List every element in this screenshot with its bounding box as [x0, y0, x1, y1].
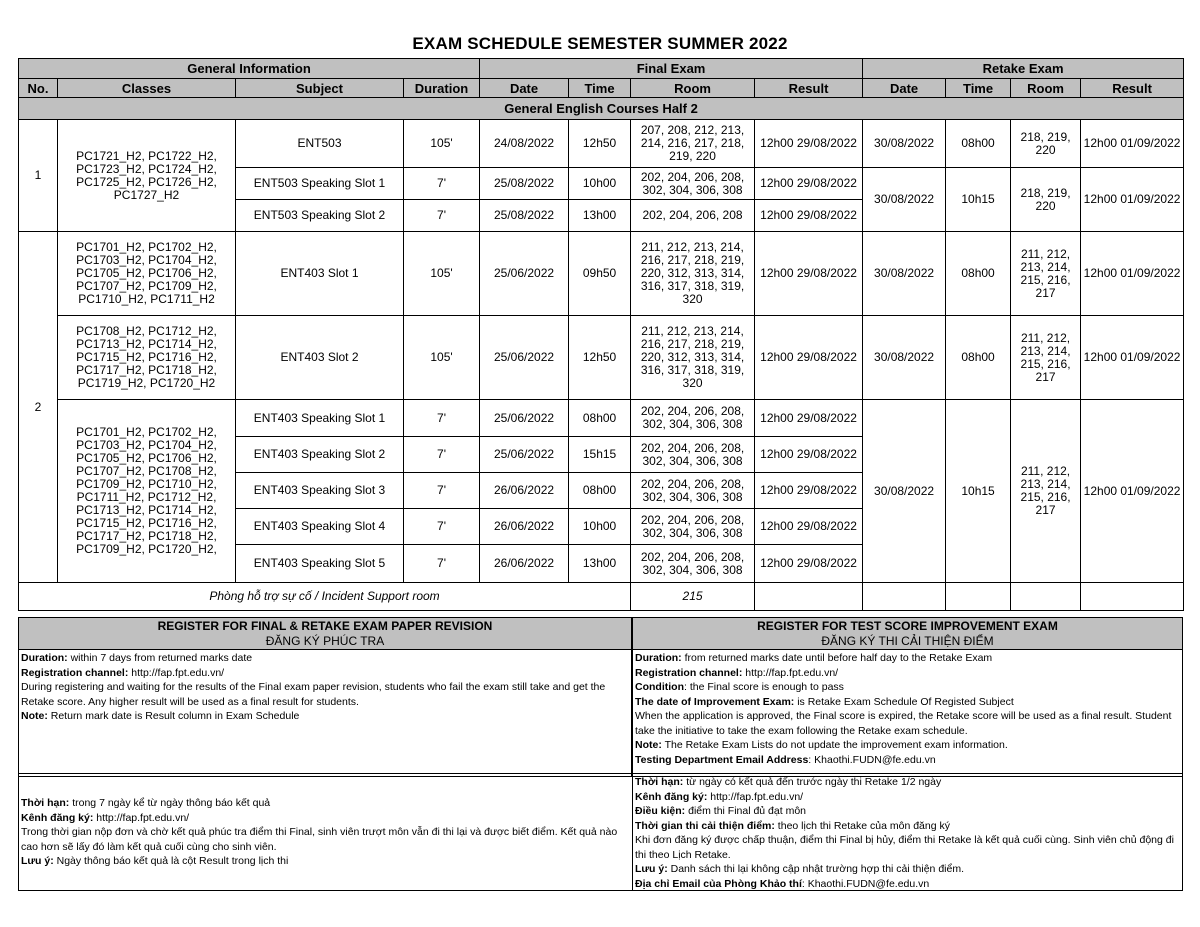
date-cell: 24/08/2022 [480, 120, 569, 168]
subject-cell: ENT503 Speaking Slot 1 [236, 168, 404, 200]
retake-date-cell: 30/08/2022 [863, 120, 946, 168]
subject-cell: ENT403 Speaking Slot 1 [236, 400, 404, 437]
retake-time-cell: 10h15 [946, 168, 1011, 232]
register-revision-body [19, 650, 631, 725]
register-improvement-panel [632, 617, 1183, 777]
col-date: Date [480, 79, 569, 98]
duration-cell: 7' [404, 437, 480, 473]
class-list: PC1721_H2, PC1722_H2, PC1723_H2, PC1724_H2, PC1725_H2, PC1726_H2, PC1727_H2 [58, 120, 236, 232]
subject-cell: ENT403 Speaking Slot 5 [236, 545, 404, 583]
section-row [19, 98, 1184, 120]
room-cell: 202, 204, 206, 208, 302, 304, 306, 308 [631, 509, 755, 545]
vi-email-line: Địa chỉ Email của Phòng Khảo thí: Khaothi.FUDN@fe.edu.vn [635, 877, 930, 890]
vi-improvement-paragraph: Khi đơn đăng ký được chấp thuận, điểm thi Final bị hủy, điểm thi Retake là kết quả cuối cùng. Sinh viên chủ động đi thi theo Lịch Retake. [635, 834, 1174, 861]
duration-cell: 7' [404, 168, 480, 200]
empty-cell [863, 583, 946, 611]
retake-room-cell: 211, 212, 213, 214, 215, 216, 217 [1011, 232, 1081, 316]
date-cell: 25/08/2022 [480, 168, 569, 200]
subject-cell: ENT403 Slot 1 [236, 232, 404, 316]
time-cell: 09h50 [569, 232, 631, 316]
register-revision-title: REGISTER FOR FINAL & RETAKE EXAM PAPER REVISION [157, 619, 493, 633]
result-cell: 12h00 29/08/2022 [755, 400, 863, 437]
date-cell: 25/06/2022 [480, 316, 569, 400]
group-header-row [19, 59, 1184, 79]
duration-line: Duration: from returned marks date until before half day to the Retake Exam [635, 652, 993, 664]
empty-cell [1011, 583, 1081, 611]
duration-line: Duration: within 7 days from returned marks date [21, 652, 253, 664]
column-header-row [19, 79, 1184, 98]
subject-cell: ENT503 [236, 120, 404, 168]
general-info-header: General Information [19, 59, 480, 79]
room-cell: 207, 208, 212, 213, 214, 216, 217, 218, 219, 220 [631, 120, 755, 168]
register-improvement-header [633, 617, 1182, 650]
date-cell: 25/06/2022 [480, 400, 569, 437]
vi-time-line: Thời gian thi cải thiện điểm: theo lịch thi Retake của môn đăng ký [635, 819, 950, 832]
class-list: PC1708_H2, PC1712_H2, PC1713_H2, PC1714_H2, PC1715_H2, PC1716_H2, PC1717_H2, PC1718_H2, PC1719_H2, PC1720_H2 [58, 316, 236, 400]
date-cell: 25/06/2022 [480, 232, 569, 316]
retake-result-cell: 12h00 01/09/2022 [1081, 316, 1184, 400]
support-label: Phòng hỗ trợ sự cố / Incident Support room [19, 583, 631, 611]
date-cell: 25/08/2022 [480, 200, 569, 232]
support-room: 215 [631, 583, 755, 611]
empty-cell [1081, 583, 1184, 611]
time-cell: 12h50 [569, 120, 631, 168]
result-cell: 12h00 29/08/2022 [755, 509, 863, 545]
improvement-date-line: The date of Improvement Exam: is Retake Exam Schedule Of Registed Subject [635, 695, 1014, 708]
retake-room-cell: 211, 212, 213, 214, 215, 216, 217 [1011, 400, 1081, 583]
support-row [19, 583, 1184, 611]
subject-cell: ENT403 Speaking Slot 2 [236, 437, 404, 473]
room-cell: 202, 204, 206, 208, 302, 304, 306, 308 [631, 168, 755, 200]
retake-time-cell: 08h00 [946, 316, 1011, 400]
retake-result-cell: 12h00 01/09/2022 [1081, 168, 1184, 232]
time-cell: 15h15 [569, 437, 631, 473]
retake-result-cell: 12h00 01/09/2022 [1081, 232, 1184, 316]
final-exam-header: Final Exam [480, 59, 863, 79]
revision-paragraph: During registering and waiting for the results of the Final exam paper revision, students who fail the exam still take and get the Retake score. Any higher result will be used as a final result for students. [21, 681, 606, 708]
room-cell: 202, 204, 206, 208 [631, 200, 755, 232]
condition-line: Condition: the Final score is enough to pass [635, 681, 844, 693]
row-number: 2 [19, 232, 58, 583]
room-cell: 202, 204, 206, 208, 302, 304, 306, 308 [631, 545, 755, 583]
vi-revision-paragraph: Trong thời gian nộp đơn và chờ kết quả phúc tra điểm thi Final, sinh viên trượt môn vẫn đi thi lại và được biết điểm. Kết quả nào cao hơn sẽ lấy đó làm kết quả cuối cùng cho sinh viên. [21, 826, 618, 853]
duration-cell: 7' [404, 545, 480, 583]
time-cell: 10h00 [569, 509, 631, 545]
duration-cell: 7' [404, 400, 480, 437]
vi-note-line: Lưu ý: Ngày thông báo kết quả là cột Result trong lịch thi [21, 855, 289, 867]
table-row [19, 232, 1184, 316]
retake-result-cell: 12h00 01/09/2022 [1081, 120, 1184, 168]
improvement-paragraph: When the application is approved, the Final score is expired, the Retake score will be used as a final result. Student take the initiative to take the exam following the Retake exam schedule. [635, 710, 1172, 737]
class-list: PC1701_H2, PC1702_H2, PC1703_H2, PC1704_H2, PC1705_H2, PC1706_H2, PC1707_H2, PC1709_H2, PC1710_H2, PC1711_H2 [58, 232, 236, 316]
register-improvement-title-vi: ĐĂNG KÝ THI CẢI THIỆN ĐIỂM [821, 634, 994, 648]
retake-room-cell: 218, 219, 220 [1011, 120, 1081, 168]
retake-time-cell: 10h15 [946, 400, 1011, 583]
col-subject: Subject [236, 79, 404, 98]
col-duration: Duration [404, 79, 480, 98]
table-row [19, 120, 1184, 168]
retake-time-cell: 08h00 [946, 120, 1011, 168]
col-retake-time: Time [946, 79, 1011, 98]
room-cell: 202, 204, 206, 208, 302, 304, 306, 308 [631, 400, 755, 437]
duration-cell: 7' [404, 509, 480, 545]
col-time: Time [569, 79, 631, 98]
retake-room-cell: 211, 212, 213, 214, 215, 216, 217 [1011, 316, 1081, 400]
duration-cell: 105' [404, 232, 480, 316]
result-cell: 12h00 29/08/2022 [755, 545, 863, 583]
schedule-table [18, 58, 1184, 611]
register-revision-title-vi: ĐĂNG KÝ PHÚC TRA [265, 634, 385, 648]
retake-exam-header: Retake Exam [863, 59, 1184, 79]
class-list: PC1701_H2, PC1702_H2, PC1703_H2, PC1704_H2, PC1705_H2, PC1706_H2, PC1707_H2, PC1708_H2, PC1709_H2, PC1710_H2, PC1711_H2, PC1712_H2, PC1713_H2, PC1714_H2, PC1715_H2, PC1716_H2, PC1717_H2, PC1718_H2, PC1709_H2, PC1720_H2, [58, 400, 236, 583]
result-cell: 12h00 29/08/2022 [755, 200, 863, 232]
vi-channel-line: Kênh đăng ký: http://fap.fpt.edu.vn/ [635, 790, 804, 803]
room-cell: 202, 204, 206, 208, 302, 304, 306, 308 [631, 473, 755, 509]
vietnamese-revision-panel [18, 773, 633, 891]
table-row [19, 316, 1184, 400]
result-cell: 12h00 29/08/2022 [755, 168, 863, 200]
vi-condition-line: Điều kiện: điểm thi Final đủ đạt môn [635, 805, 806, 817]
vietnamese-improvement-panel [632, 773, 1183, 891]
empty-cell [755, 583, 863, 611]
vi-note-line: Lưu ý: Danh sách thi lại không cập nhật trường hợp thi cải thiện điểm. [635, 863, 964, 875]
subject-cell: ENT403 Slot 2 [236, 316, 404, 400]
register-revision-panel [18, 617, 632, 777]
channel-line: Registration channel: http://fap.fpt.edu.vn/ [635, 666, 839, 679]
col-room: Room [631, 79, 755, 98]
result-cell: 12h00 29/08/2022 [755, 473, 863, 509]
col-classes: Classes [58, 79, 236, 98]
vi-deadline-line: Thời hạn: trong 7 ngày kể từ ngày thông báo kết quả [21, 797, 271, 809]
section-title: General English Courses Half 2 [19, 98, 1184, 120]
subject-cell: ENT503 Speaking Slot 2 [236, 200, 404, 232]
duration-cell: 7' [404, 473, 480, 509]
retake-time-cell: 08h00 [946, 232, 1011, 316]
time-cell: 08h00 [569, 473, 631, 509]
col-result: Result [755, 79, 863, 98]
result-cell: 12h00 29/08/2022 [755, 437, 863, 473]
room-cell: 211, 212, 213, 214, 216, 217, 218, 219, 220, 312, 313, 314, 316, 317, 318, 319, 320 [631, 316, 755, 400]
register-revision-header [19, 617, 631, 650]
date-cell: 26/06/2022 [480, 509, 569, 545]
room-cell: 211, 212, 213, 214, 216, 217, 218, 219, 220, 312, 313, 314, 316, 317, 318, 319, 320 [631, 232, 755, 316]
row-number: 1 [19, 120, 58, 232]
duration-cell: 105' [404, 316, 480, 400]
page-title: EXAM SCHEDULE SEMESTER SUMMER 2022 [412, 34, 788, 53]
time-cell: 12h50 [569, 316, 631, 400]
retake-date-cell: 30/08/2022 [863, 400, 946, 583]
subject-cell: ENT403 Speaking Slot 4 [236, 509, 404, 545]
date-cell: 25/06/2022 [480, 437, 569, 473]
retake-room-cell: 218, 219, 220 [1011, 168, 1081, 232]
email-line: Testing Department Email Address: Khaothi.FUDN@fe.edu.vn [635, 753, 936, 766]
note-line: Note: The Retake Exam Lists do not update the improvement exam information. [635, 739, 1008, 751]
register-improvement-title: REGISTER FOR TEST SCORE IMPROVEMENT EXAM [757, 619, 1058, 633]
subject-cell: ENT403 Speaking Slot 3 [236, 473, 404, 509]
result-cell: 12h00 29/08/2022 [755, 232, 863, 316]
time-cell: 08h00 [569, 400, 631, 437]
empty-cell [946, 583, 1011, 611]
note-line: Note: Return mark date is Result column in Exam Schedule [21, 710, 300, 722]
time-cell: 13h00 [569, 200, 631, 232]
channel-line: Registration channel: http://fap.fpt.edu.vn/ [21, 666, 225, 679]
register-improvement-body [633, 650, 1182, 768]
duration-cell: 7' [404, 200, 480, 232]
table-row [19, 400, 1184, 437]
time-cell: 10h00 [569, 168, 631, 200]
col-retake-date: Date [863, 79, 946, 98]
col-no: No. [19, 79, 58, 98]
retake-date-cell: 30/08/2022 [863, 168, 946, 232]
time-cell: 13h00 [569, 545, 631, 583]
result-cell: 12h00 29/08/2022 [755, 316, 863, 400]
room-cell: 202, 204, 206, 208, 302, 304, 306, 308 [631, 437, 755, 473]
retake-date-cell: 30/08/2022 [863, 316, 946, 400]
vi-channel-line: Kênh đăng ký: http://fap.fpt.edu.vn/ [21, 811, 190, 824]
date-cell: 26/06/2022 [480, 473, 569, 509]
duration-cell: 105' [404, 120, 480, 168]
retake-result-cell: 12h00 01/09/2022 [1081, 400, 1184, 583]
retake-date-cell: 30/08/2022 [863, 232, 946, 316]
col-retake-result: Result [1081, 79, 1184, 98]
vi-deadline-line: Thời hạn: từ ngày có kết quả đến trước ngày thi Retake 1/2 ngày [635, 776, 942, 788]
date-cell: 26/06/2022 [480, 545, 569, 583]
col-retake-room: Room [1011, 79, 1081, 98]
result-cell: 12h00 29/08/2022 [755, 120, 863, 168]
